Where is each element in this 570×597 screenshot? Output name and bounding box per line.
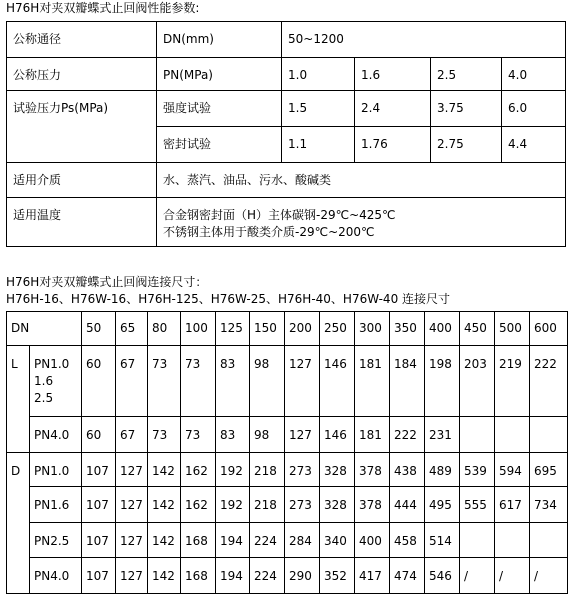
- cell: 162: [181, 487, 216, 523]
- cell: 60: [82, 417, 116, 453]
- cell: 2.4: [355, 91, 431, 127]
- table-row: [7, 22, 566, 58]
- value-size-range: 50~1200: [282, 22, 566, 58]
- size-header: 250: [320, 312, 355, 346]
- cell: [495, 417, 530, 453]
- table-row: [7, 91, 566, 127]
- cell: 142: [148, 558, 181, 594]
- perf-table-title: H76H对夹双瓣蝶式止回阀性能参数:: [6, 1, 200, 15]
- cell: 73: [181, 346, 216, 417]
- value-temperature: [157, 198, 566, 247]
- cell: 73: [148, 346, 181, 417]
- dims-table-title: H76H对夹双瓣蝶式止回阀连接尺寸：: [6, 275, 208, 289]
- pn-line: 2.5: [34, 391, 54, 405]
- cell: 73: [148, 417, 181, 453]
- size-header: 400: [425, 312, 460, 346]
- cell: 181: [355, 417, 390, 453]
- cell: 438: [390, 453, 425, 487]
- cell: 546: [425, 558, 460, 594]
- size-header: 300: [355, 312, 390, 346]
- cell: 127: [116, 453, 148, 487]
- dn-header: DN: [7, 312, 82, 346]
- table-row: [7, 453, 568, 487]
- cell: 67: [116, 346, 148, 417]
- label-nominal-size: 公称通径: [7, 22, 157, 58]
- label-seal-test: 密封试验: [157, 127, 282, 163]
- cell: 107: [82, 487, 116, 523]
- cell: 184: [390, 346, 425, 417]
- cell: [460, 417, 495, 453]
- cell: 203: [460, 346, 495, 417]
- cell: 98: [250, 417, 285, 453]
- cell: [460, 523, 495, 558]
- label-nominal-pressure: 公称压力: [7, 58, 157, 91]
- cell: 328: [320, 487, 355, 523]
- value-medium: 水、蒸汽、油品、污水、酸碱类: [157, 163, 566, 198]
- cell: 127: [285, 417, 320, 453]
- size-header: 500: [495, 312, 530, 346]
- dims-table-subtitle: H76H-16、H76W-16、H76H-125、H76W-25、H76H-40、H76W-40 连接尺寸: [6, 292, 451, 306]
- cell: 1.0: [282, 58, 355, 91]
- table-row: [7, 163, 566, 198]
- size-header: 50: [82, 312, 116, 346]
- pn-label: [30, 417, 82, 453]
- size-header: 80: [148, 312, 181, 346]
- cell: 192: [216, 453, 250, 487]
- cell: 219: [495, 346, 530, 417]
- cell: 107: [82, 453, 116, 487]
- size-header: 600: [530, 312, 568, 346]
- cell: 60: [82, 346, 116, 417]
- table-row: [7, 417, 568, 453]
- pn-label: [30, 453, 82, 487]
- size-header: 200: [285, 312, 320, 346]
- pn-label: [30, 487, 82, 523]
- table-row: [7, 487, 568, 523]
- size-header: 350: [390, 312, 425, 346]
- cell: 734: [530, 487, 568, 523]
- cell: [495, 523, 530, 558]
- table-row: [7, 58, 566, 91]
- cell: [530, 417, 568, 453]
- cell: 222: [530, 346, 568, 417]
- cell: 3.75: [431, 91, 502, 127]
- cell: /: [460, 558, 495, 594]
- cell: 73: [181, 417, 216, 453]
- cell: 168: [181, 558, 216, 594]
- cell: 192: [216, 487, 250, 523]
- cell: 142: [148, 523, 181, 558]
- pn-line: PN1.0: [34, 357, 70, 371]
- cell: 539: [460, 453, 495, 487]
- cell: 194: [216, 523, 250, 558]
- table-row: [7, 198, 566, 247]
- cell: 514: [425, 523, 460, 558]
- cell: 127: [116, 523, 148, 558]
- cell: 142: [148, 487, 181, 523]
- label-test-pressure: 试验压力Ps(MPa): [7, 91, 157, 163]
- table-row: [7, 346, 568, 417]
- cell: 168: [181, 523, 216, 558]
- cell: 6.0: [502, 91, 566, 127]
- pn-line: PN2.5: [34, 534, 70, 548]
- cell: 224: [250, 523, 285, 558]
- cell: 273: [285, 453, 320, 487]
- cell: 352: [320, 558, 355, 594]
- label-temperature: 适用温度: [7, 198, 157, 247]
- cell: 162: [181, 453, 216, 487]
- pn-label: [30, 523, 82, 558]
- temp-line-2: 不锈钢主体用于酸类介质-29℃~200℃: [163, 225, 375, 239]
- cell: 273: [285, 487, 320, 523]
- pn-label: [30, 346, 82, 417]
- cell: 146: [320, 346, 355, 417]
- cell: 146: [320, 417, 355, 453]
- cell: 1.76: [355, 127, 431, 163]
- cell: 444: [390, 487, 425, 523]
- table-row: [7, 523, 568, 558]
- cell: 67: [116, 417, 148, 453]
- cell: 489: [425, 453, 460, 487]
- cell: 2.75: [431, 127, 502, 163]
- group-label: D: [7, 453, 30, 594]
- size-header: 150: [250, 312, 285, 346]
- cell: 328: [320, 453, 355, 487]
- cell: 198: [425, 346, 460, 417]
- pn-label: [30, 558, 82, 594]
- cell: 194: [216, 558, 250, 594]
- cell: 474: [390, 558, 425, 594]
- cell: 127: [116, 558, 148, 594]
- label-medium: 适用介质: [7, 163, 157, 198]
- cell: 222: [390, 417, 425, 453]
- cell: [530, 523, 568, 558]
- cell: 417: [355, 558, 390, 594]
- label-pn-mpa: PN(MPa): [157, 58, 282, 91]
- cell: 340: [320, 523, 355, 558]
- pn-line: PN1.6: [34, 498, 70, 512]
- cell: 695: [530, 453, 568, 487]
- dimensions-table: [6, 311, 568, 594]
- label-dn-mm: DN(mm): [157, 22, 282, 58]
- temp-line-1: 合金钢密封面（H）主体碳钢-29℃~425℃: [163, 208, 396, 222]
- size-header: 100: [181, 312, 216, 346]
- table-row: [7, 312, 568, 346]
- cell: 98: [250, 346, 285, 417]
- pn-line: PN4.0: [34, 428, 70, 442]
- cell: 127: [116, 487, 148, 523]
- cell: 4.4: [502, 127, 566, 163]
- cell: 181: [355, 346, 390, 417]
- cell: /: [495, 558, 530, 594]
- cell: 218: [250, 453, 285, 487]
- cell: 2.5: [431, 58, 502, 91]
- performance-table: [6, 21, 566, 247]
- cell: 224: [250, 558, 285, 594]
- pn-line: PN4.0: [34, 569, 70, 583]
- cell: 107: [82, 523, 116, 558]
- cell: 378: [355, 453, 390, 487]
- cell: 83: [216, 417, 250, 453]
- label-strength-test: 强度试验: [157, 91, 282, 127]
- cell: /: [530, 558, 568, 594]
- cell: 218: [250, 487, 285, 523]
- cell: 400: [355, 523, 390, 558]
- group-label: L: [7, 346, 30, 453]
- cell: 617: [495, 487, 530, 523]
- cell: 83: [216, 346, 250, 417]
- cell: 1.1: [282, 127, 355, 163]
- cell: 594: [495, 453, 530, 487]
- cell: 4.0: [502, 58, 566, 91]
- size-header: 65: [116, 312, 148, 346]
- cell: 107: [82, 558, 116, 594]
- cell: 1.6: [355, 58, 431, 91]
- cell: 555: [460, 487, 495, 523]
- table-row: [7, 558, 568, 594]
- cell: 290: [285, 558, 320, 594]
- cell: 284: [285, 523, 320, 558]
- cell: 458: [390, 523, 425, 558]
- cell: 378: [355, 487, 390, 523]
- cell: 495: [425, 487, 460, 523]
- pn-line: PN1.0: [34, 464, 70, 478]
- size-header: 125: [216, 312, 250, 346]
- cell: 127: [285, 346, 320, 417]
- cell: 231: [425, 417, 460, 453]
- cell: 142: [148, 453, 181, 487]
- pn-line: 1.6: [34, 374, 54, 388]
- size-header: 450: [460, 312, 495, 346]
- cell: 1.5: [282, 91, 355, 127]
